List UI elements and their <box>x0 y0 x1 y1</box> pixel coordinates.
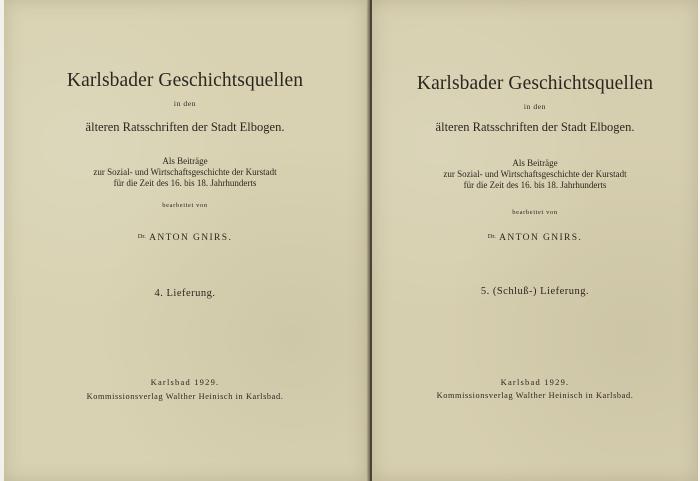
contribution-line-1: Als Beiträge <box>512 158 558 168</box>
edited-by-text: bearbeitet von <box>512 209 558 216</box>
page-subtitle: älteren Ratsschriften der Stadt Elbogen. <box>435 120 635 134</box>
page-title: Karlsbader Geschichtsquellen <box>416 73 654 94</box>
contribution-line-1: Als Beiträge <box>162 156 208 166</box>
contribution-line-2: zur Sozial- und Wirtschaftsgeschichte der Kurstadt <box>93 167 277 177</box>
delivery-label: 5. (Schluß-) Lieferung. <box>480 286 590 297</box>
delivery-label: 4. Lieferung. <box>154 288 216 299</box>
page-subtitle: älteren Ratsschriften der Stadt Elbogen. <box>85 120 285 134</box>
place-date: Karlsbad 1929. <box>500 377 570 387</box>
page-title: Karlsbader Geschichtsquellen <box>66 70 304 91</box>
author-title: Dr. <box>137 233 146 240</box>
place-date: Karlsbad 1929. <box>150 377 220 387</box>
connector-text: in den <box>173 99 197 108</box>
contribution-line-2: zur Sozial- und Wirtschaftsgeschichte der Kurstadt <box>443 169 627 179</box>
publisher-line: Kommissionsverlag Walther Heinisch in Karlsbad. <box>86 392 284 401</box>
title-page-left <box>4 0 367 481</box>
edited-by-text: bearbeitet von <box>162 202 208 209</box>
contribution-line-3: für die Zeit des 16. bis 18. Jahrhunderts <box>113 178 257 188</box>
publisher-line: Kommissionsverlag Walther Heinisch in Karlsbad. <box>436 391 634 400</box>
contribution-line-3: für die Zeit des 16. bis 18. Jahrhunderts <box>463 180 607 190</box>
title-page-right <box>370 0 698 481</box>
author-name-text: ANTON GNIRS. <box>149 233 233 243</box>
author-name <box>372 233 698 243</box>
author-title: Dr. <box>487 233 496 240</box>
connector-text: in den <box>523 102 547 111</box>
author-name-text: ANTON GNIRS. <box>499 233 583 243</box>
author-name <box>4 233 366 243</box>
